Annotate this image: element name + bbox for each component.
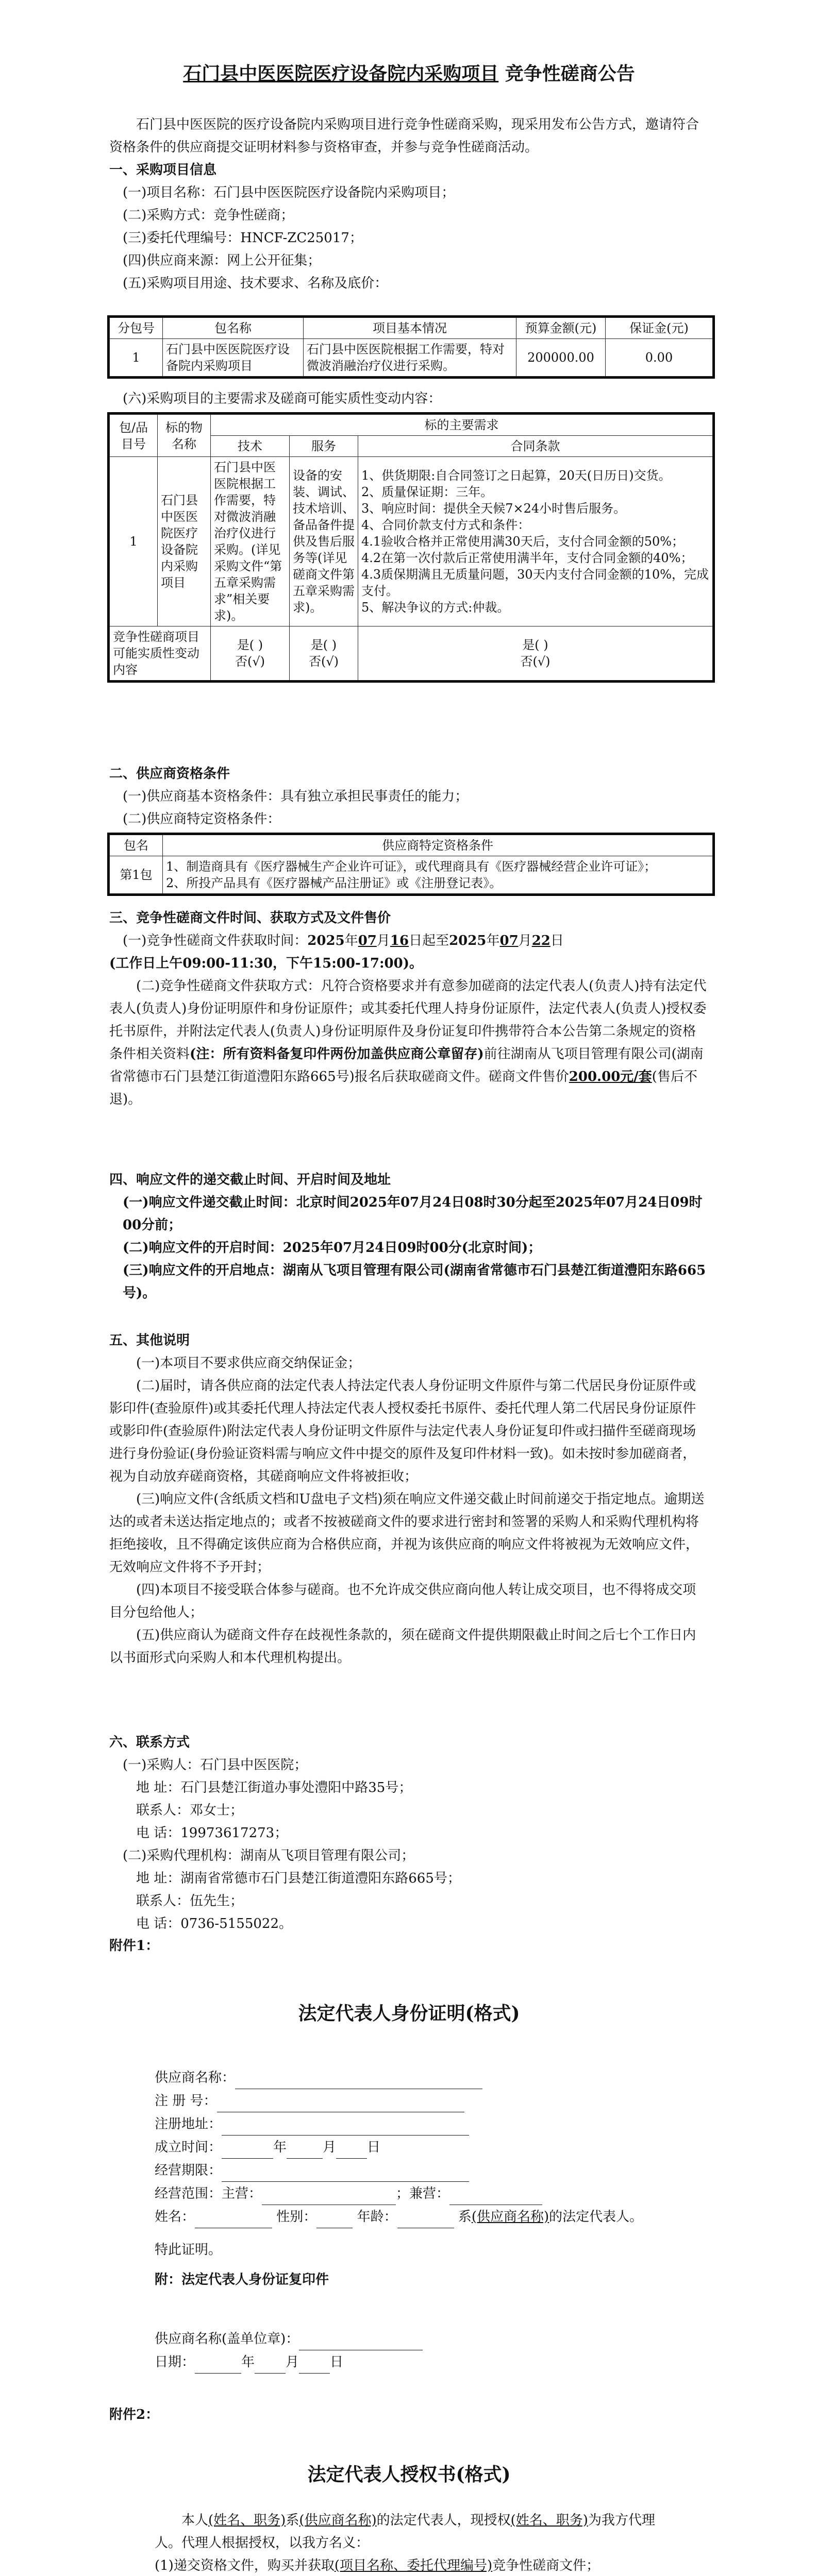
yes-no-cell: [358, 626, 713, 681]
auth-text: 为我方代理人。代理人根据授权，以我方名义：: [155, 2513, 655, 2551]
attachment-1-title: 法定代表人身份证明(格式): [298, 2003, 520, 2024]
yes-no-cell: [290, 626, 358, 681]
s3-time-label: (一)竞争性磋商文件获取时间：: [123, 933, 308, 948]
section-4-heading: 四、响应文件的递交截止时间、开启时间及地址: [109, 1172, 391, 1188]
title-suffix: 竞争性磋商公告: [498, 63, 635, 84]
contract-line: 4.2在第一次付款后正常使用满半年，支付合同金额的40%；: [361, 551, 693, 565]
table-cell: 设备的安装、调试、技术培训、备品备件提供及售后服务等(详见磋商文件第五章采购需求)。: [290, 457, 358, 626]
s5-item: (三)响应文件(含纸质文档和U盘电子文档)须在响应文件递交截止时间前递交于指定地点。逾期送达的或者未送达指定地点的；或者不按被磋商文件的要求进行密封和签署的采购人和采购代理机构将拒绝接收，且不得确定该供应商为合格供应商，并视为该供应商的响应文件将被视为无效响应文件，无效响应文件将不予开封；: [109, 1492, 705, 1575]
input-line: [336, 2136, 367, 2159]
s2-item: (二)供应商特定资格条件：: [123, 811, 281, 827]
attachment-1-label: 附件1：: [109, 1938, 159, 1954]
table-header: 预算金额(元): [516, 318, 606, 339]
contract-line: 2、质量保证期：三年。: [361, 485, 493, 499]
start-month: 07: [358, 933, 377, 948]
field-label: 月: [323, 2140, 337, 2155]
input-line: [449, 2182, 542, 2205]
table-cell: 石门县中医医院根据工作需要，特对微波消融治疗仪进行采购。: [304, 339, 516, 377]
form-row: [155, 2112, 670, 2136]
attachment-2-form: [155, 2509, 670, 2576]
contract-terms-cell: [358, 457, 713, 626]
no-option: 否(√): [308, 654, 339, 669]
s3-time-line: (一)竞争性磋商文件获取时间：2025年07月16日起至2025年07月22日: [123, 933, 564, 948]
s1-item: (三)委托代理编号：HNCF-ZC25017；: [123, 230, 363, 246]
table-row: [110, 856, 713, 894]
agent-address: 地 址：湖南省常德市石门县楚江街道澧阳东路665号；: [136, 1871, 461, 1886]
field-label: 性别：: [276, 2209, 317, 2225]
buyer-phone: 电 话：19973617273；: [136, 1825, 288, 1841]
buyer-contact: 联系人：邓女士；: [136, 1803, 244, 1818]
section-5: [109, 1329, 709, 1669]
table-cell: 1: [110, 339, 163, 377]
s4-open-time: (二)响应文件的开启时间：2025年07月24日09时00分(北京时间)；: [123, 1240, 542, 1256]
table-cell: 1: [110, 457, 158, 626]
start-year: 2025: [307, 933, 345, 948]
section-6: [109, 1731, 709, 1935]
auth-item: [155, 2554, 670, 2576]
start-day: 16: [390, 933, 409, 948]
section-2: [109, 762, 709, 831]
field-label: 年龄：: [357, 2209, 397, 2225]
form-row: [155, 2182, 670, 2205]
form-row: [155, 2327, 670, 2350]
auth-text: 本人: [181, 2513, 209, 2528]
table-header: 供应商特定资格条件: [163, 835, 713, 856]
form-row: [155, 2350, 670, 2374]
form-row: [155, 2205, 670, 2228]
s3-method: [109, 975, 709, 1111]
input-line: [397, 2205, 454, 2228]
s3-no-refund: (售后不退)。: [109, 1069, 697, 1107]
auth-paragraph: [155, 2509, 670, 2554]
s1-item: (一)项目名称：石门县中医医院医疗设备院内采购项目；: [123, 185, 455, 200]
auth-blank: (姓名、职务): [208, 2513, 286, 2528]
field-label: 日期：: [155, 2354, 195, 2370]
field-label: 日: [330, 2354, 344, 2370]
yes-option: 是( ): [310, 638, 337, 652]
s5-item: (五)供应商认为磋商文件存在歧视性条款的，须在磋商文件提供期限截止时间之后七个工作日内以书面形式向采购人和本代理机构提出。: [109, 1628, 696, 1666]
agent-name: (二)采购代理机构：湖南从飞项目管理有限公司；: [123, 1848, 415, 1863]
section-5-heading: 五、其他说明: [109, 1333, 190, 1348]
field-label: 日: [367, 2140, 381, 2155]
budget-table-box: [107, 315, 715, 379]
field-label: 经营期限：: [155, 2163, 222, 2178]
yes-option: 是( ): [237, 638, 263, 652]
auth-text: (1)递交资格文件，购买并获取: [155, 2558, 335, 2573]
attachment-2-title: 法定代表人授权书(格式): [307, 2464, 511, 2485]
title-project: 石门县中医医院医疗设备院内采购项目: [183, 63, 499, 84]
table-header-row: [110, 415, 713, 436]
field-label: 月: [286, 2354, 299, 2370]
input-line: [222, 2136, 273, 2159]
agent-contact: 联系人：伍先生；: [136, 1893, 244, 1909]
field-label: 注册地址：: [155, 2116, 222, 2132]
field-label: 注 册 号：: [155, 2093, 217, 2109]
input-line: [299, 2350, 330, 2374]
s5-item: (一)本项目不要求供应商交纳保证金；: [136, 1355, 361, 1371]
field-label: ；兼营：: [396, 2186, 450, 2201]
input-line: [316, 2205, 353, 2228]
form-row: [155, 2089, 670, 2112]
intro-section: [109, 113, 709, 295]
buyer-address: 地 址：石门县楚江街道办事处澧阳中路35号；: [136, 1780, 412, 1795]
contract-line: 1、供货期限:自合同签订之日起算，20天(日历日)交货。: [361, 468, 671, 483]
auth-blank: (项目名称、委托代理编号): [334, 2558, 493, 2573]
section-4: [109, 1168, 709, 1304]
qualification-table: [109, 835, 713, 894]
auth-text: 竞争性磋商文件；: [492, 2558, 600, 2573]
form-row: [155, 2159, 670, 2182]
s3-method-text-2: 前往湖南从飞项目管理有限公司(湖南省常德市石门县楚江街道澧阳东路665号)报名后获取磋商文件。磋商文件售价: [109, 1046, 704, 1084]
field-label: 的法定代表人。: [549, 2209, 643, 2225]
table-cell: 0.00: [606, 339, 713, 377]
contract-line: 5、解决争议的方式:仲裁。: [361, 600, 510, 615]
table-row: [110, 626, 713, 681]
input-line: [262, 2182, 396, 2205]
s1-item: (五)采购项目用途、技术要求、名称及底价：: [123, 276, 388, 291]
contract-line: 4.3质保期满且无质量问题，30天内支付合同金额的10%，完成支付。: [361, 567, 709, 598]
requirement-table: [109, 414, 713, 681]
field-label: 供应商名称(盖单位章)：: [155, 2331, 299, 2347]
s3-work-hours: (工作日上午09:00-11:30，下午15:00-17:00)。: [109, 956, 423, 971]
end-day: 22: [531, 933, 550, 948]
table-header: 包名称: [163, 318, 304, 339]
s5-item: (二)届时，请各供应商的法定代表人持法定代表人身份证明文件原件与第二代居民身份证原件或影印件(查验原件)或其委托代理人持法定代表人授权委托书原件、委托代理人第二代居民身份证原件或影印件(查验原件)附法定代表人身份证明文件原件与法定代表人身份证复印件或扫描件至磋商现场进行身份验证(身份验证资料需与响应文件中提交的原件及复印件材料一致)。如未按时参加磋商者，视为自动放弃磋商资格，其磋商响应文件将被拒收；: [109, 1378, 696, 1484]
section-2-heading: 二、供应商资格条件: [109, 766, 230, 782]
s4-deadline: (一)响应文件递交截止时间：北京时间2025年07月24日08时30分起至2025年07月24日09时00分前；: [123, 1195, 703, 1233]
s1-item: (二)采购方式：竞争性磋商；: [123, 208, 294, 223]
s5-item: (四)本项目不接受联合体参与磋商。也不允许成交供应商向他人转让成交项目，也不得将成交项目分包给他人；: [109, 1582, 696, 1620]
table-header: 标的物名称: [158, 415, 211, 457]
contract-line: 4、合同价款支付方式和条件：: [361, 518, 530, 532]
table-header: 合同条款: [358, 436, 713, 457]
s3-method-text: (二)竞争性磋商文件获取方式：凡符合资格要求并有意参加磋商的法定代表人(负责人)持有法定代表人(负责人)身份证明原件和身份证原件；或其委托代理人持身份证原件，法定代表人(负责人)授权委托书原件，并附法定代表人(负责人)身份证明原件及身份证复印件携带符合本公告第二条规定的资格条件相关资料: [109, 978, 707, 1062]
form-row: [155, 2136, 670, 2159]
qualification-table-box: [107, 833, 715, 896]
auth-text: 系: [286, 2513, 299, 2528]
qualification-line: 1、制造商具有《医疗器械生产企业许可证》，或代理商具有《医疗器械经营企业许可证》；: [166, 859, 657, 874]
section-3: [109, 907, 709, 1111]
field-label: (供应商名称): [471, 2209, 549, 2225]
table-cell: 第1包: [110, 856, 163, 894]
input-line: [222, 2112, 469, 2136]
input-line: [299, 2327, 423, 2350]
qualification-line: 2、所投产品具有《医疗器械产品注册证》或《注册登记表》。: [166, 876, 502, 890]
s1-item: (四)供应商来源：网上公开征集；: [123, 253, 321, 268]
contract-line: 3、响应时间：提供全天候7×24小时售后服务。: [361, 501, 626, 516]
s3-note: (注：所有资料备复印件两份加盖供应商公章留存): [190, 1046, 484, 1062]
field-label: 年: [241, 2354, 255, 2370]
table-header: 服务: [290, 436, 358, 457]
requirement-table-box: [107, 412, 715, 683]
end-month: 07: [499, 933, 519, 948]
table-header: 包名: [110, 835, 163, 856]
table-cell: [163, 856, 713, 894]
table-header-row: [110, 318, 713, 339]
yes-no-cell: [211, 626, 290, 681]
table-header: 项目基本情况: [304, 318, 516, 339]
field-label: 系: [458, 2209, 472, 2225]
field-label: 年: [273, 2140, 287, 2155]
end-year: 2025: [449, 933, 487, 948]
table-row: [110, 457, 713, 626]
no-option: 否(√): [235, 654, 265, 669]
yes-option: 是( ): [522, 638, 548, 652]
input-line: [222, 2159, 469, 2182]
field-label: 供应商名称：: [155, 2070, 236, 2086]
table-cell: 石门县中医医院根据工作需要，特对微波消融治疗仪进行采购。(详见采购文件“第五章采购需求”相关要求)。: [211, 457, 290, 626]
table-header: 分包号: [110, 318, 163, 339]
input-line: [195, 2205, 272, 2228]
section-6-heading: 六、联系方式: [109, 1735, 190, 1750]
table-header: 保证金(元): [606, 318, 713, 339]
page-title: [0, 59, 818, 86]
attachment-2-label: 附件2：: [109, 2407, 159, 2422]
s4-open-place: (三)响应文件的开启地点：湖南从飞项目管理有限公司(湖南省常德市石门县楚江街道澧阳东路665号)。: [123, 1263, 706, 1301]
table-row: [110, 339, 713, 377]
buyer-name: (一)采购人：石门县中医医院；: [123, 1757, 308, 1773]
auth-text: 的法定代表人，现授权: [376, 2513, 511, 2528]
table-cell: 石门县中医医院医疗设备院内采购项目: [163, 339, 304, 377]
field-label: 姓名：: [155, 2209, 195, 2225]
input-line: [255, 2350, 286, 2374]
section-1-heading: 一、采购项目信息: [109, 162, 217, 178]
table-cell: 石门县中医医院医疗设备院内采购项目: [158, 457, 211, 626]
table-cell: 200000.00: [516, 339, 606, 377]
s1-item6-wrap: [109, 387, 709, 410]
s3-price: 200.00元/套: [569, 1069, 652, 1084]
input-line: [195, 2350, 241, 2374]
table-header: 标的主要需求: [211, 415, 713, 436]
attachment-1-form: [155, 2066, 670, 2374]
auth-blank: (供应商名称): [299, 2513, 377, 2528]
budget-table: [109, 317, 713, 377]
field-label: 成立时间：: [155, 2140, 222, 2155]
contract-line: 4.1验收合格并正常使用满30天后，支付合同金额的50%；: [361, 534, 685, 549]
table-header-row: [110, 835, 713, 856]
agent-phone: 电 话：0736-5155022。: [136, 1916, 293, 1931]
s1-item: (六)采购项目的主要需求及磋商可能实质性变动内容：: [123, 391, 442, 406]
no-option: 否(√): [520, 654, 550, 669]
table-cell: 竞争性磋商项目可能实质性变动内容: [110, 626, 211, 681]
field-label: 经营范围：主营：: [155, 2186, 262, 2201]
auth-blank: (姓名、职务): [510, 2513, 588, 2528]
form-row: [155, 2066, 670, 2089]
input-line: [217, 2089, 464, 2112]
table-header: 技术: [211, 436, 290, 457]
s2-item: (一)供应商基本资格条件：具有独立承担民事责任的能力；: [123, 789, 469, 804]
input-line: [287, 2136, 323, 2159]
input-line: [235, 2066, 482, 2089]
table-header: 包/品目号: [110, 415, 158, 457]
certify-text: 特此证明。: [155, 2242, 222, 2258]
section-3-heading: 三、竞争性磋商文件时间、获取方式及文件售价: [109, 910, 391, 926]
attachment-note: 附：法定代表人身份证复印件: [155, 2272, 329, 2287]
intro-paragraph: 石门县中医医院的医疗设备院内采购项目进行竞争性磋商采购，现采用发布公告方式，邀请符合资格条件的供应商提交证明材料参与资格审查，并参与竞争性磋商活动。: [109, 117, 699, 155]
